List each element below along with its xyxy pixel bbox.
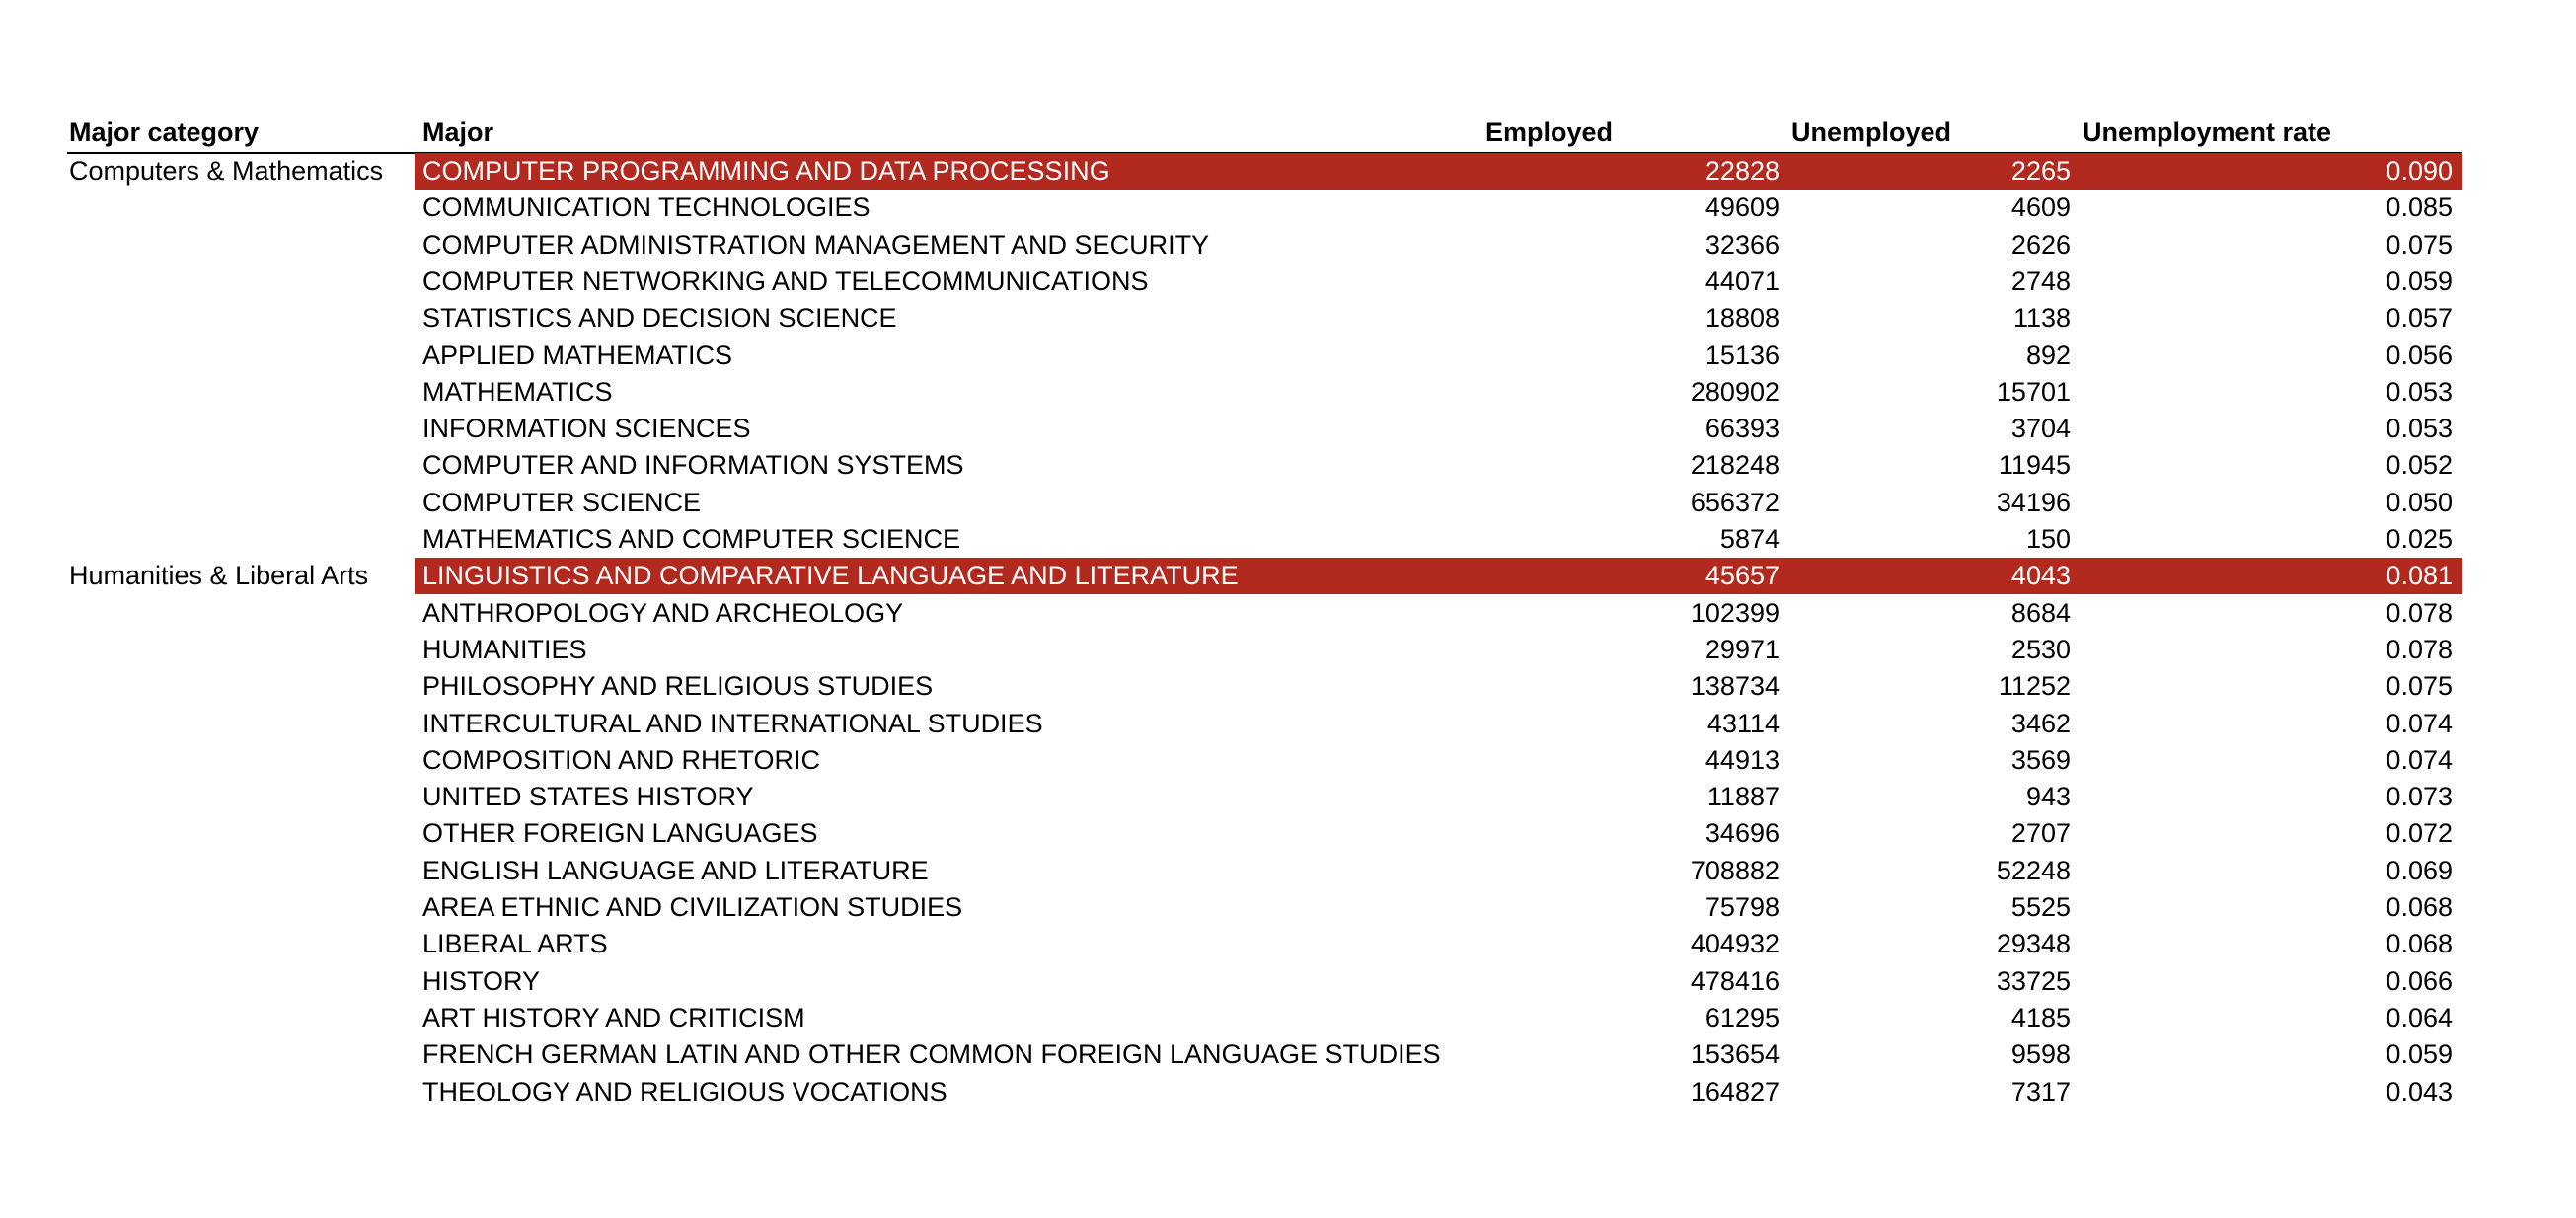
major-name: COMPUTER PROGRAMMING AND DATA PROCESSING (422, 156, 1110, 186)
major-name: THEOLOGY AND RELIGIOUS VOCATIONS (422, 1076, 947, 1106)
major-name: ENGLISH LANGUAGE AND LITERATURE (422, 855, 929, 885)
employed-value: 45657 (1705, 561, 1780, 591)
unemployed-value: 150 (2025, 524, 2071, 554)
unemployed-value: 4185 (2010, 1002, 2071, 1032)
major-name: FRENCH GERMAN LATIN AND OTHER COMMON FOREIGN LANGUAGE STUDIES (422, 1039, 1441, 1070)
unemployment-rate-value: 0.069 (2386, 855, 2453, 885)
unemployment-rate-value: 0.075 (2386, 671, 2453, 702)
unemployed-value: 2265 (2010, 156, 2071, 186)
major-name: STATISTICS AND DECISION SCIENCE (422, 303, 897, 334)
unemployed-value: 2748 (2010, 266, 2071, 296)
header-major: Major (422, 117, 494, 147)
unemployed-value: 7317 (2010, 1076, 2071, 1106)
unemployed-value: 4043 (2010, 561, 2071, 591)
header-unemployment-rate: Unemployment rate (2083, 117, 2332, 147)
major-name: INFORMATION SCIENCES (422, 414, 751, 444)
employed-value: 15136 (1705, 340, 1780, 370)
major-name: COMMUNICATION TECHNOLOGIES (422, 192, 871, 223)
header-unemployed: Unemployed (1791, 117, 1952, 147)
unemployed-value: 892 (2025, 340, 2071, 370)
employed-value: 66393 (1705, 414, 1780, 444)
major-name: COMPUTER AND INFORMATION SYSTEMS (422, 450, 964, 481)
major-name: UNITED STATES HISTORY (422, 782, 754, 812)
unemployment-rate-value: 0.043 (2386, 1076, 2453, 1106)
unemployed-value: 8684 (2010, 597, 2071, 628)
unemployment-rate-value: 0.068 (2386, 929, 2453, 959)
unemployed-value: 52248 (1996, 855, 2071, 885)
employed-value: 5874 (1719, 524, 1780, 554)
major-name: LINGUISTICS AND COMPARATIVE LANGUAGE AND LITERATURE (422, 561, 1239, 591)
employed-value: 656372 (1690, 487, 1780, 517)
employed-value: 29971 (1705, 634, 1780, 664)
unemployed-value: 943 (2025, 782, 2071, 812)
major-name: APPLIED MATHEMATICS (422, 340, 733, 370)
employed-value: 34696 (1705, 818, 1780, 849)
unemployment-rate-value: 0.050 (2386, 487, 2453, 517)
employed-value: 478416 (1690, 965, 1780, 996)
unemployment-rate-value: 0.052 (2386, 450, 2453, 481)
unemployment-rate-value: 0.074 (2386, 708, 2453, 738)
employed-value: 708882 (1690, 855, 1780, 885)
employed-value: 11887 (1706, 782, 1780, 812)
unemployed-value: 3569 (2010, 744, 2071, 775)
unemployed-value: 2626 (2010, 229, 2071, 260)
unemployment-rate-value: 0.078 (2386, 597, 2453, 628)
employed-value: 49609 (1705, 192, 1780, 223)
unemployment-rate-value: 0.081 (2386, 561, 2453, 591)
major-category-label: Computers & Mathematics (69, 156, 384, 186)
unemployed-value: 2707 (2010, 818, 2071, 849)
major-name: LIBERAL ARTS (422, 929, 608, 959)
unemployment-rate-value: 0.053 (2386, 376, 2453, 407)
unemployment-rate-value: 0.066 (2386, 965, 2453, 996)
unemployment-rate-value: 0.056 (2386, 340, 2453, 370)
unemployed-value: 3704 (2010, 414, 2071, 444)
unemployment-rate-value: 0.090 (2386, 156, 2453, 186)
major-name: PHILOSOPHY AND RELIGIOUS STUDIES (422, 671, 934, 702)
major-category-label: Humanities & Liberal Arts (69, 561, 369, 591)
major-name: MATHEMATICS (422, 376, 613, 407)
employed-value: 61295 (1705, 1002, 1780, 1032)
unemployment-rate-value: 0.053 (2386, 414, 2453, 444)
employed-value: 218248 (1690, 450, 1780, 481)
unemployed-value: 3462 (2010, 708, 2071, 738)
header-major-category: Major category (69, 117, 260, 147)
unemployed-value: 5525 (2010, 892, 2071, 922)
employed-value: 18808 (1705, 303, 1780, 334)
major-name: INTERCULTURAL AND INTERNATIONAL STUDIES (422, 708, 1043, 738)
major-name: MATHEMATICS AND COMPUTER SCIENCE (422, 524, 961, 554)
employed-value: 75798 (1705, 892, 1780, 922)
employed-value: 43114 (1706, 708, 1780, 738)
major-name: AREA ETHNIC AND CIVILIZATION STUDIES (422, 892, 963, 922)
unemployment-rate-value: 0.057 (2386, 303, 2453, 334)
employed-value: 280902 (1690, 376, 1780, 407)
unemployed-value: 4609 (2010, 192, 2071, 223)
employed-value: 153654 (1690, 1039, 1780, 1070)
unemployment-rate-value: 0.073 (2386, 782, 2453, 812)
unemployed-value: 2530 (2010, 634, 2071, 664)
unemployment-rate-value: 0.064 (2386, 1002, 2453, 1032)
unemployed-value: 34196 (1996, 487, 2071, 517)
employed-value: 102399 (1690, 597, 1780, 628)
unemployed-value: 33725 (1996, 965, 2071, 996)
employed-value: 404932 (1690, 929, 1780, 959)
unemployment-rate-value: 0.025 (2386, 524, 2453, 554)
employed-value: 138734 (1690, 671, 1780, 702)
unemployed-value: 11945 (1998, 450, 2071, 481)
major-name: ANTHROPOLOGY AND ARCHEOLOGY (422, 597, 904, 628)
major-name: ART HISTORY AND CRITICISM (422, 1002, 805, 1032)
employed-value: 22828 (1705, 156, 1780, 186)
major-name: HUMANITIES (422, 634, 587, 664)
major-name: COMPOSITION AND RHETORIC (422, 744, 821, 775)
unemployed-value: 11252 (1998, 671, 2071, 702)
employed-value: 44071 (1705, 266, 1780, 296)
unemployed-value: 15701 (1996, 376, 2071, 407)
unemployment-rate-value: 0.068 (2386, 892, 2453, 922)
unemployment-rate-value: 0.078 (2386, 634, 2453, 664)
unemployed-value: 9598 (2010, 1039, 2071, 1070)
unemployment-rate-value: 0.085 (2386, 192, 2453, 223)
major-name: COMPUTER ADMINISTRATION MANAGEMENT AND SECURITY (422, 229, 1210, 260)
unemployed-value: 29348 (1996, 929, 2071, 959)
unemployment-rate-value: 0.072 (2386, 818, 2453, 849)
employed-value: 32366 (1705, 229, 1780, 260)
unemployment-rate-value: 0.059 (2386, 266, 2453, 296)
unemployment-rate-value: 0.059 (2386, 1039, 2453, 1070)
header-employed: Employed (1485, 117, 1614, 147)
employed-value: 164827 (1690, 1076, 1780, 1106)
unemployment-rate-value: 0.074 (2386, 744, 2453, 775)
employed-value: 44913 (1705, 744, 1780, 775)
unemployment-rate-value: 0.075 (2386, 229, 2453, 260)
major-name: HISTORY (422, 965, 541, 996)
major-name: COMPUTER NETWORKING AND TELECOMMUNICATIONS (422, 266, 1149, 296)
unemployed-value: 1138 (2012, 303, 2071, 334)
major-name: OTHER FOREIGN LANGUAGES (422, 818, 818, 849)
major-name: COMPUTER SCIENCE (422, 487, 702, 517)
